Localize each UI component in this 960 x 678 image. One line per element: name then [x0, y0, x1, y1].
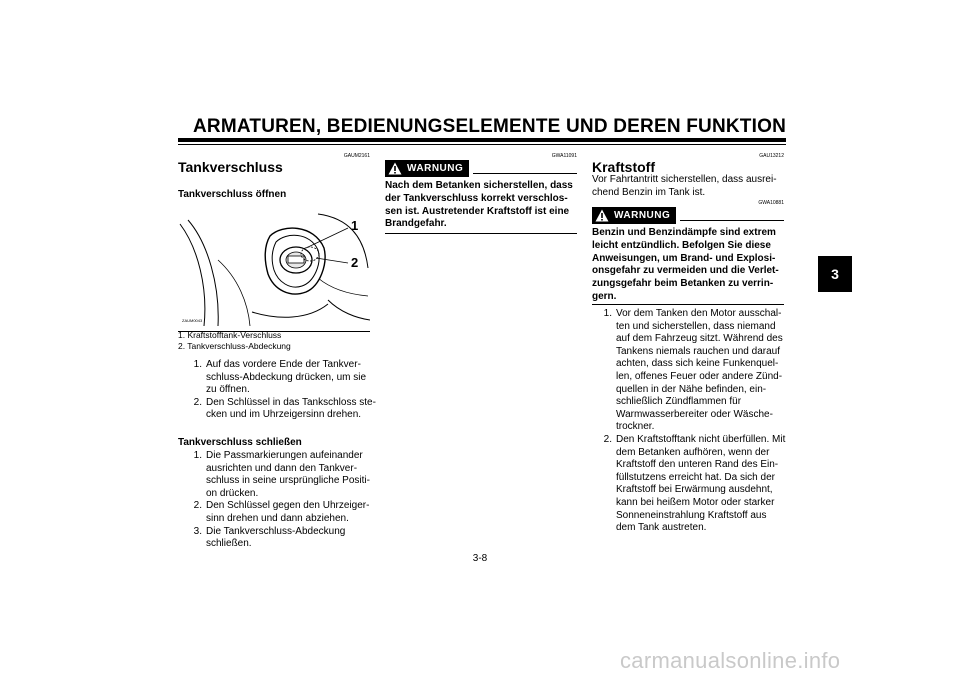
watermark: carmanualsonline.info — [620, 648, 841, 673]
chapter-tab: 3 — [818, 256, 852, 292]
subheading-close: Tankverschluss schließen — [178, 437, 302, 448]
warning-text-kraftstoff: Benzin und Benzindämpfe sind extrem leicht entzündlich. Befolgen Sie diese Anweisungen, um Brand- und Explosi-onsgefahr zu vermeiden und die Verlet-zungsgefahr beim Betanken zu verrin-gern. — [592, 227, 779, 302]
warning-code-kraftstoff: GWA10881 — [758, 200, 784, 206]
warning-header — [385, 160, 577, 177]
fuel-cap-illustration — [178, 208, 370, 326]
warning-code: GWA11091 — [551, 153, 577, 159]
warning-bottom-rule-kraftstoff — [592, 304, 784, 305]
list-item: 2. Den Schlüssel in das Tankschloss ste-cken und im Uhrzeigersinn drehen. — [193, 396, 376, 421]
section-code: GAUM2161 — [343, 153, 370, 159]
warning-text: Nach dem Betanken sicherstellen, dass der Tankverschluss korrekt verschlos-sen ist. Austretender Kraftstoff ist eine Brandgefahr. — [385, 180, 573, 230]
list-item: 2. Den Kraftstofftank nicht überfüllen. Mit dem Betanken aufhören, wenn der Kraftstoff den unteren Rand des Ein-füllstutzens erreicht hat. Da sich der Kraftstoff bei Erwärmung ausdehnt, kann bei heißem Motor oder starker Sonneneinstrahlung Kraftstoff aus dem Tank austreten. — [603, 433, 786, 534]
kraftstoff-steps-list — [596, 308, 786, 535]
warning-triangle-icon — [388, 162, 402, 175]
figure-code: ZAUM0043 — [182, 318, 203, 323]
list-item: 1. Die Passmarkierungen aufeinander ausrichten und dann den Tankver-schluss in seine ursprüngliche Positi-on drücken. — [193, 450, 370, 499]
section-code-kraftstoff: GAU13212 — [759, 153, 784, 159]
kraftstoff-intro: Vor Fahrtantritt sicherstellen, dass ausrei-chend Benzin im Tank ist. — [592, 174, 777, 198]
warning-header-kraftstoff — [592, 207, 784, 224]
page-title: ARMATUREN, BEDIENUNGSELEMENTE UND DEREN FUNKTION — [193, 116, 786, 137]
subheading-open: Tankverschluss öffnen — [178, 189, 287, 200]
warning-badge — [592, 207, 676, 224]
warning-triangle-icon — [595, 209, 609, 222]
warning-label: WARNUNG — [614, 210, 671, 221]
open-steps-list — [186, 359, 376, 422]
figure-callout-1: 1 — [351, 218, 359, 233]
figure-captions — [178, 330, 378, 352]
section-heading-tankverschluss: Tankverschluss — [178, 159, 283, 175]
caption-2: 2. Tankverschluss-Abdeckung — [178, 341, 291, 351]
section-heading-kraftstoff: Kraftstoff — [592, 159, 655, 175]
fuel-cap-figure — [178, 208, 370, 326]
header-rule-thin — [178, 144, 786, 145]
list-item: 3. Die Tankverschluss-Abdeckung schließen. — [193, 525, 346, 550]
warning-bottom-rule — [385, 233, 577, 234]
list-item: 1. Auf das vordere Ende der Tankver-schluss-Abdeckung drücken, um sie zu öffnen. — [193, 359, 367, 396]
warning-label: WARNUNG — [407, 163, 464, 174]
close-steps-list — [186, 450, 376, 551]
list-item: 1. Vor dem Tanken den Motor ausschal-ten und sicherstellen, dass niemand auf dem Fahrzeug sitzt. Während des Tankens niemals rauchen und darauf achten, dass sich keine Funkenquel-len, offenes Feuer oder andere Zünd-quellen in der Nähe befinden, ein-schließlich Zündflammen für Warmwasserbereiter oder Wäsche-trockner. — [603, 308, 783, 433]
header-rule — [178, 138, 786, 142]
list-item: 2. Den Schlüssel gegen den Uhrzeiger-sinn drehen und dann abziehen. — [193, 500, 370, 524]
page-number: 3-8 — [472, 553, 488, 564]
caption-1: 1. Kraftstofftank-Verschluss — [178, 330, 282, 340]
figure-callout-2: 2 — [351, 255, 359, 270]
warning-badge — [385, 160, 469, 177]
